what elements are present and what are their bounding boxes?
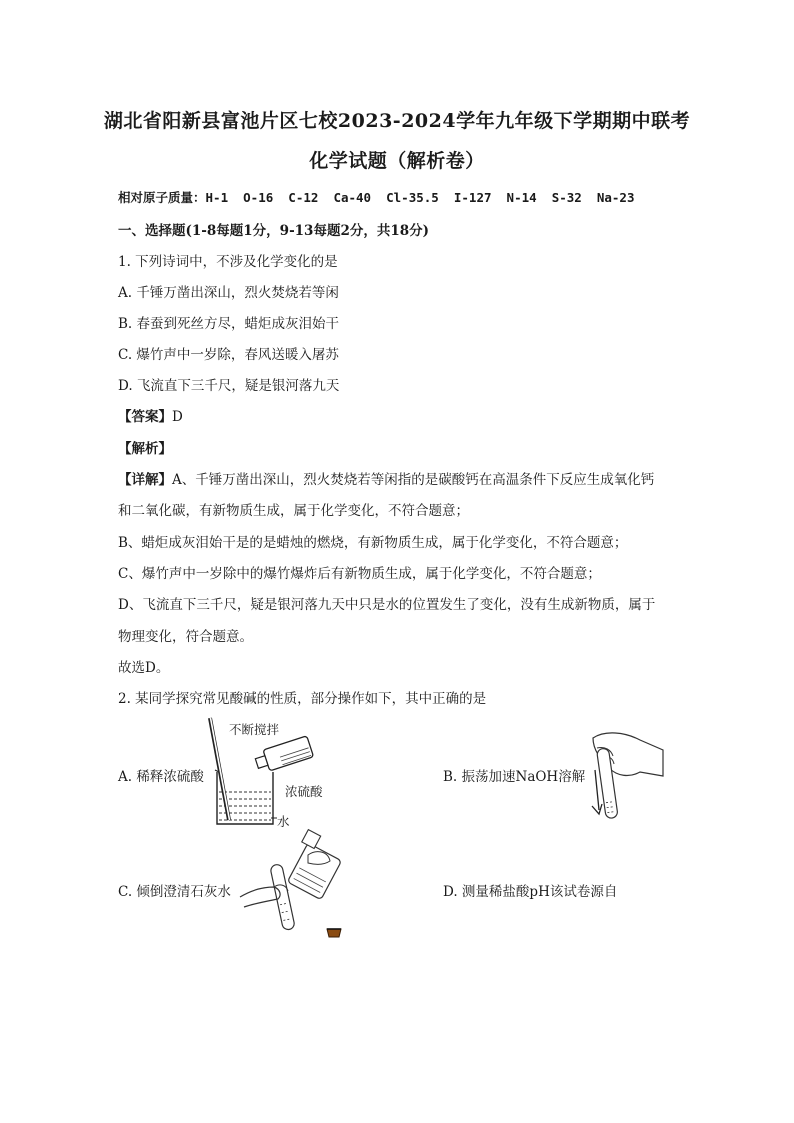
detail-line-6: 物理变化，符合题意。 <box>118 629 253 645</box>
hand-shaking-tube-illustration <box>585 728 665 828</box>
label-conc-acid: 浓硫酸 <box>285 784 323 799</box>
q1-option-c: C. 爆竹声中一岁除，春风送暖入屠苏 <box>118 347 339 363</box>
section1-heading: 一、选择题(1-8每题1分，9-13每题2分，共18分) <box>118 223 430 239</box>
q1-answer <box>118 405 183 425</box>
document-title-line2: 化学试题（解析卷） <box>309 150 485 172</box>
detail-line-5: D、飞流直下三千尺，疑是银河落九天中只是水的位置发生了变化，没有生成新物质，属于 <box>118 597 656 613</box>
pouring-bottle-illustration <box>238 835 368 935</box>
figure-ph-paper <box>326 928 342 938</box>
detail-line-1 <box>118 468 654 488</box>
q1-stem: 1. 下列诗词中，不涉及化学变化的是 <box>118 254 338 270</box>
q2-option-a: A. 稀释浓硫酸 <box>118 769 204 785</box>
detail-line-4: C、爆竹声中一岁除中的爆竹爆炸后有新物质生成，属于化学变化，不符合题意； <box>118 566 601 582</box>
atomic-masses-values: H-1 O-16 C-12 Ca-40 Cl-35.5 I-127 N-14 S-32 Na-23 <box>205 190 635 205</box>
ph-test-paper-illustration <box>326 928 342 938</box>
detail-tag: 【详解】 <box>118 472 172 488</box>
label-stir: 不断搅拌 <box>229 722 280 737</box>
detail-line-3: B、蜡炬成灰泪始干是的是蜡烛的燃烧，有新物质生成，属于化学变化，不符合题意； <box>118 535 628 551</box>
answer-value: D <box>172 409 183 425</box>
document-title-line1: 湖北省阳新县富池片区七校2023-2024学年九年级下学期期中联考 <box>103 110 691 132</box>
figure-pour-limewater <box>238 835 368 935</box>
q2-option-c: C. 倾倒澄清石灰水 <box>118 884 231 900</box>
q1-option-d: D. 飞流直下三千尺，疑是银河落九天 <box>118 378 340 394</box>
figure-shake-tube <box>585 728 665 828</box>
q1-conclusion: 故选D。 <box>118 660 170 676</box>
atomic-masses-row <box>118 188 634 206</box>
q2-stem: 2. 某同学探究常见酸碱的性质，部分操作如下，其中正确的是 <box>118 691 487 707</box>
q1-option-b: B. 春蚕到死丝方尽，蜡炬成灰泪始干 <box>118 316 340 332</box>
figure-dilute-acid <box>205 712 345 832</box>
detail-text-1: A、千锤万凿出深山，烈火焚烧若等闲指的是碳酸钙在高温条件下反应生成氧化钙 <box>172 472 655 488</box>
q1-option-a: A. 千锤万凿出深山，烈火焚烧若等闲 <box>118 285 339 301</box>
q2-option-b: B. 振荡加速NaOH溶解 <box>443 769 586 785</box>
answer-tag: 【答案】 <box>118 409 172 425</box>
analysis-tag: 【解析】 <box>118 441 172 457</box>
label-water: 水 <box>277 814 290 829</box>
atomic-masses-label: 相对原子质量： <box>118 190 206 205</box>
q2-option-d: D. 测量稀盐酸pH该试卷源自 <box>443 884 618 900</box>
detail-line-2: 和二氧化碳，有新物质生成，属于化学变化，不符合题意； <box>118 503 469 519</box>
